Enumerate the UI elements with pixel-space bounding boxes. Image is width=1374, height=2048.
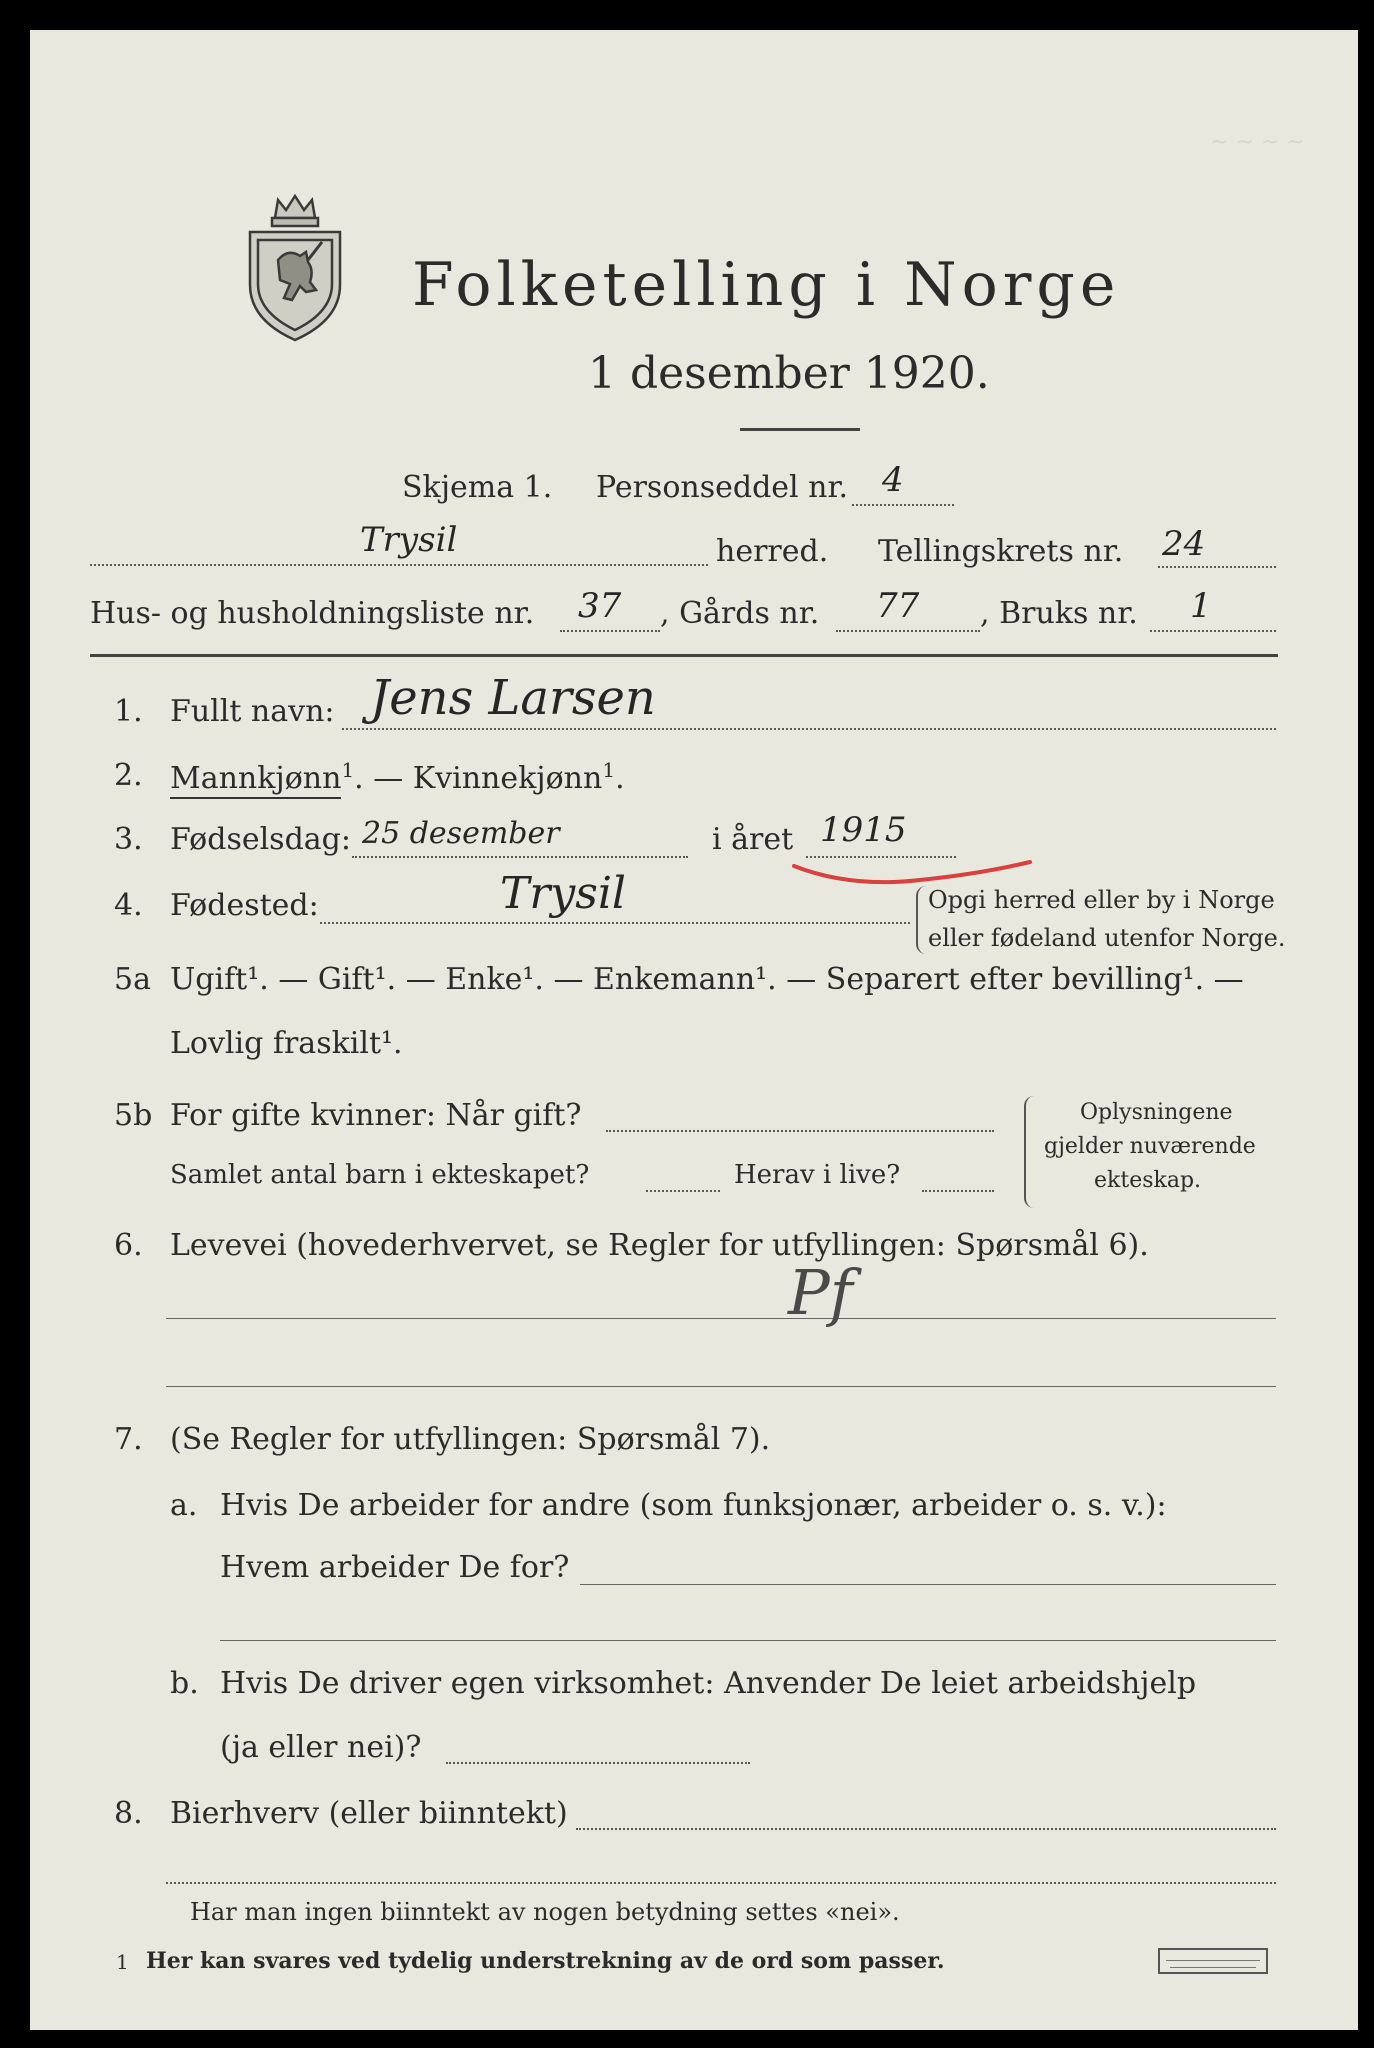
q7b-line1: Hvis De driver egen virksomhet: Anvender De leiet arbeidshjelp <box>220 1666 1197 1701</box>
hus-label: Hus- og husholdningsliste nr. <box>90 596 535 631</box>
q4-note-line1: Opgi herred eller by i Norge <box>928 886 1275 914</box>
footnote-text: Her kan svares ved tydelig understrekning av de ord som passer. <box>146 1948 945 1974</box>
q5b-line2b: Herav i live? <box>734 1160 901 1190</box>
full-name-value: Jens Larsen <box>370 670 656 726</box>
q5b-line2a: Samlet antal barn i ekteskapet? <box>170 1160 590 1190</box>
schema-label: Skjema 1. <box>402 470 553 505</box>
coat-of-arms-icon <box>240 190 350 345</box>
title-divider <box>740 428 860 431</box>
personseddel-label: Personseddel nr. <box>596 470 849 505</box>
hus-line <box>560 630 660 632</box>
census-date: 1 desember 1920. <box>588 348 990 399</box>
q7a-letter: a. <box>170 1488 198 1523</box>
q2-footnote-ref-1: 1 <box>341 758 355 782</box>
q8-note: Har man ingen biinntekt av nogen betydning settes «nei». <box>190 1898 900 1926</box>
gards-label: , Gårds nr. <box>660 596 820 631</box>
form-title: Folketelling i Norge <box>412 250 1121 320</box>
gender-female: Kvinnekjønn <box>412 761 603 796</box>
birthyear-value: 1915 <box>820 810 907 850</box>
q5b-note-line3: ekteskap. <box>1094 1168 1202 1193</box>
employer-line-1 <box>580 1584 1276 1585</box>
tellingskrets-line <box>1158 566 1276 568</box>
printer-stamp-icon <box>1158 1948 1268 1974</box>
q3-label: Fødselsdag: <box>170 822 351 857</box>
q3-number: 3. <box>114 822 143 857</box>
q5b-note-line1: Oplysningene <box>1080 1100 1233 1125</box>
occupation-line-1 <box>166 1318 1276 1319</box>
personseddel-line <box>852 504 954 506</box>
q2-number: 2. <box>114 758 143 793</box>
employer-line-2 <box>220 1640 1276 1641</box>
bruks-value: 1 <box>1190 586 1212 626</box>
bruks-label: , Bruks nr. <box>980 596 1138 631</box>
census-form <box>30 30 1358 2030</box>
side-income-line-2 <box>166 1882 1276 1884</box>
q7-label: (Se Regler for utfyllingen: Spørsmål 7). <box>170 1422 771 1457</box>
q7b-line2: (ja eller nei)? <box>220 1730 422 1765</box>
q7a-line1: Hvis De arbeider for andre (som funksjonær, arbeider o. s. v.): <box>220 1488 1167 1523</box>
q4-brace <box>916 886 926 954</box>
birthdate-value: 25 desember <box>362 816 560 851</box>
occupation-code: Pf <box>788 1256 853 1329</box>
q1-number: 1. <box>114 694 143 729</box>
q4-label: Fødested: <box>170 888 319 923</box>
gards-value: 77 <box>876 586 920 626</box>
herred-label: herred. <box>716 534 829 569</box>
bleed-through-text: ~ ~ ~ ~ <box>1210 130 1305 155</box>
q8-label: Bierhverv (eller biinntekt) <box>170 1796 568 1831</box>
herred-line <box>90 564 708 566</box>
occupation-line-2 <box>166 1386 1276 1387</box>
birthplace-value: Trysil <box>500 868 626 919</box>
birthdate-line <box>352 856 688 858</box>
gards-line <box>836 630 980 632</box>
q3-year-label: i året <box>712 822 794 857</box>
q8-number: 8. <box>114 1796 143 1831</box>
q2-end: . <box>615 761 625 796</box>
hus-value: 37 <box>578 586 622 626</box>
tellingskrets-label: Tellingskrets nr. <box>878 534 1124 569</box>
section-divider <box>90 654 1278 657</box>
married-date-line <box>606 1130 994 1132</box>
q2-footnote-ref-2: 1 <box>602 758 616 782</box>
bruks-line <box>1150 630 1276 632</box>
q1-line <box>342 728 1276 730</box>
q4-number: 4. <box>114 888 143 923</box>
q2-gender <box>170 758 625 796</box>
q5a-number: 5a <box>114 962 151 997</box>
q5b-brace <box>1024 1096 1034 1208</box>
personseddel-value: 4 <box>882 460 904 500</box>
q7b-letter: b. <box>170 1666 199 1701</box>
footnote-marker: 1 <box>116 1950 129 1974</box>
side-income-line-1 <box>576 1828 1276 1830</box>
gender-male-underlined: Mannkjønn <box>170 761 341 799</box>
q5b-number: 5b <box>114 1098 153 1133</box>
q5b-note-line2: gjelder nuværende <box>1044 1134 1256 1159</box>
q6-number: 6. <box>114 1228 143 1263</box>
q7a-line2: Hvem arbeider De for? <box>220 1550 570 1585</box>
q7-number: 7. <box>114 1422 143 1457</box>
herred-value: Trysil <box>360 520 458 560</box>
birthplace-line <box>320 922 910 924</box>
q5a-line1: Ugift¹. — Gift¹. — Enke¹. — Enkemann¹. — Separert efter bevilling¹. — <box>170 962 1244 997</box>
q5b-line1: For gifte kvinner: Når gift? <box>170 1098 582 1133</box>
q4-note-line2: eller fødeland utenfor Norge. <box>928 924 1286 952</box>
q2-separator: . — <box>354 761 413 796</box>
children-alive-line <box>922 1190 994 1192</box>
q1-label: Fullt navn: <box>170 694 335 729</box>
q6-label: Levevei (hovederhvervet, se Regler for utfyllingen: Spørsmål 6). <box>170 1228 1149 1263</box>
tellingskrets-value: 24 <box>1162 524 1206 564</box>
hired-help-line <box>446 1762 750 1764</box>
children-count-line <box>646 1190 720 1192</box>
q5a-line2: Lovlig fraskilt¹. <box>170 1026 403 1061</box>
